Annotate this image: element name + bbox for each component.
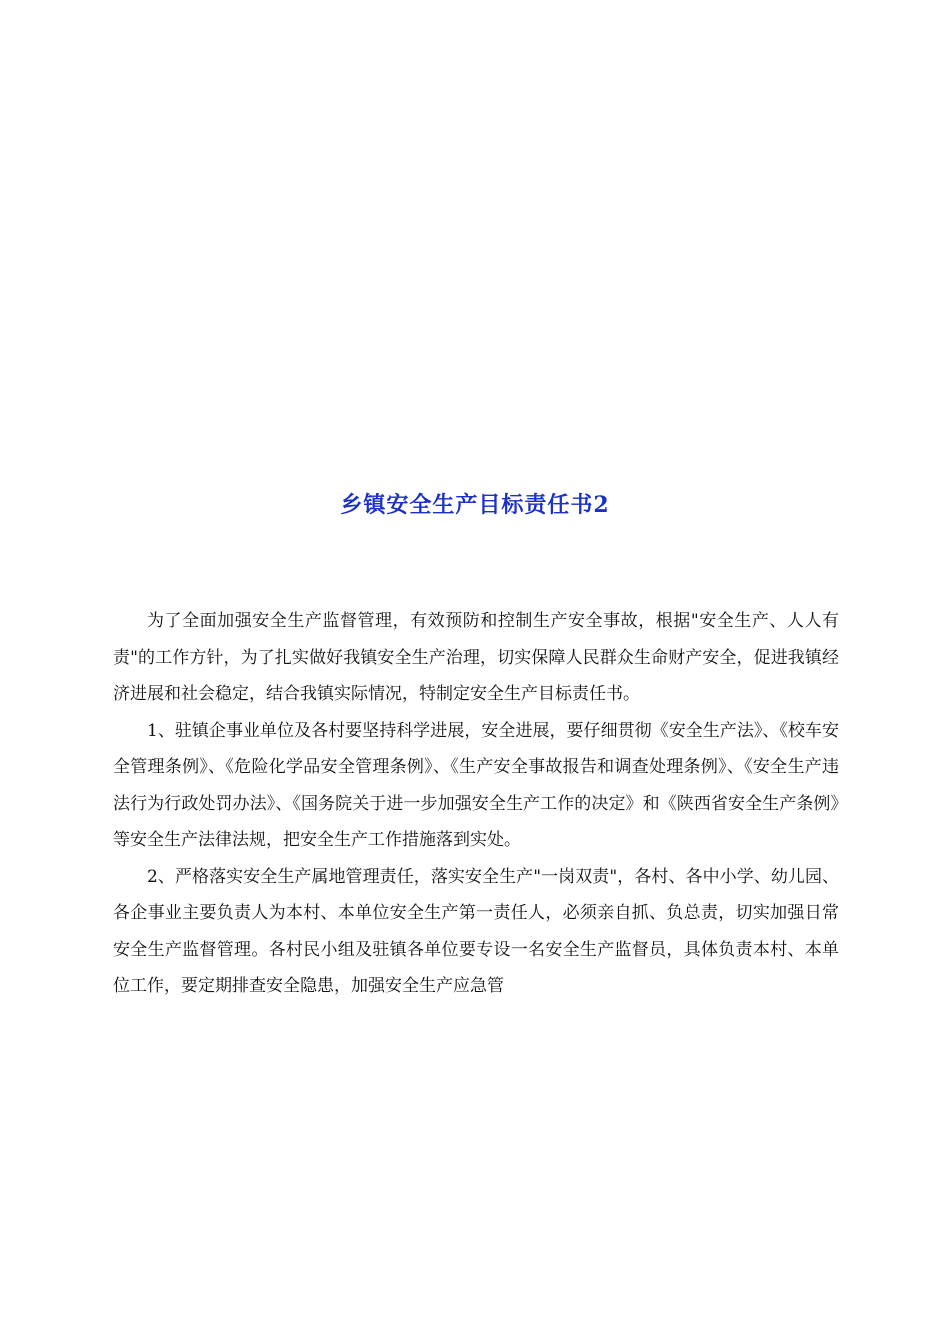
paragraph-intro: 为了全面加强安全生产监督管理，有效预防和控制生产安全事故，根据"安全生产、人人有责"的工作方针，为了扎实做好我镇安全生产治理，切实保障人民群众生命财产安全，促进我镇经济进展和社会稳定，结合我镇实际情况，特制定安全生产目标责任书。	[113, 611, 839, 704]
document-title: 乡镇安全生产目标责任书2	[340, 492, 610, 518]
paragraph-item-2: 2、严格落实安全生产属地管理责任，落实安全生产"一岗双责"，各村、各中小学、幼儿园、各企事业主要负责人为本村、本单位安全生产第一责任人，必须亲自抓、负总责，切实加强日常安全生产监督管理。各村民小组及驻镇各单位要专设一名安全生产监督员，具体负责本村、本单位工作，要定期排查安全隐患，加强安全生产应急管	[113, 866, 839, 996]
document-body	[113, 603, 839, 1005]
paragraph-item-1: 1、驻镇企事业单位及各村要坚持科学进展，安全进展，要仔细贯彻《安全生产法》、《校车安全管理条例》、《危险化学品安全管理条例》、《生产安全事故报告和调查处理条例》、《安全生产违法行为行政处罚办法》、《国务院关于进一步加强安全生产工作的决定》和《陕西省安全生产条例》等安全生产法律法规，把安全生产工作措施落到实处。	[113, 720, 839, 850]
